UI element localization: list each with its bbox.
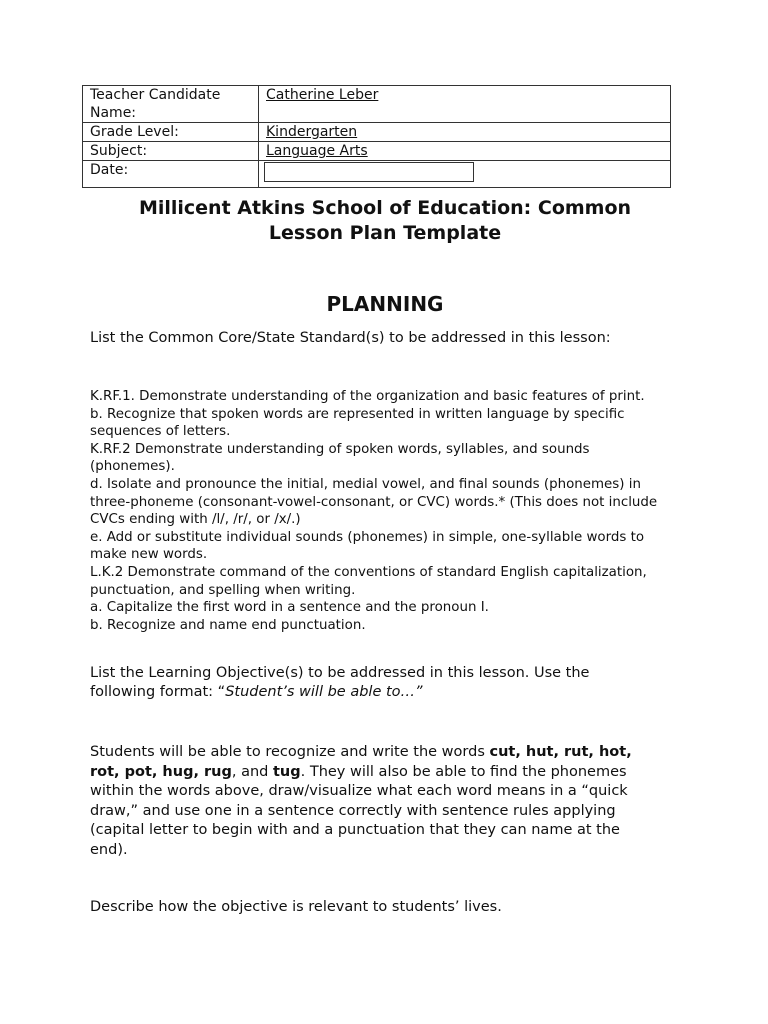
standards-line: make new words. [90,547,208,563]
teacher-candidate-value: Catherine Leber [259,86,671,123]
standards-line: K.RF.1. Demonstrate understanding of the organization and basic features of print. [90,389,645,404]
standards-line: e. Add or substitute individual sounds (phonemes) in simple, one-syllable words to [90,529,645,545]
table-row [83,161,671,188]
relevance-prompt: Describe how the objective is relevant to students’ lives. [90,899,502,915]
standards-line: b. Recognize and name end punctuation. [90,617,366,633]
date-value [259,161,671,188]
grade-level-label: Grade Level: [83,123,259,142]
standards-list [90,388,690,634]
teacher-candidate-label: Teacher Candidate Name: [83,86,259,123]
standards-line: d. Isolate and pronounce the initial, medial vowel, and final sounds (phonemes) in [90,476,641,492]
standards-line: (phonemes). [90,459,175,475]
standards-prompt: List the Common Core/State Standard(s) to be addressed in this lesson: [90,330,611,346]
section-heading-planning: PLANNING [326,292,444,316]
lesson-info-table [82,85,671,188]
table-row [83,123,671,142]
subject-label: Subject: [83,142,259,161]
date-label: Date: [83,161,259,188]
standards-line: CVCs ending with /l/, /r/, or /x/.) [90,512,301,528]
standards-line: punctuation, and spelling when writing. [90,582,356,598]
standards-line: L.K.2 Demonstrate command of the conventions of standard English capitalization, [90,564,647,580]
grade-level-value: Kindergarten [259,123,671,142]
table-row [83,86,671,123]
date-field[interactable] [264,162,474,182]
objective-prompt: List the Learning Objective(s) to be addressed in this lesson. Use the following format: “Student’s will be able to…” [90,665,590,700]
subject-value: Language Arts [259,142,671,161]
document-title: Millicent Atkins School of Education: Common Lesson Plan Template [138,197,632,244]
standards-line: three-phoneme (consonant-vowel-consonant, or CVC) words.* (This does not include [90,494,658,510]
standards-line: sequences of letters. [90,424,231,440]
standards-line: K.RF.2 Demonstrate understanding of spoken words, syllables, and sounds [90,441,590,457]
table-row [83,142,671,161]
learning-objective: Students will be able to recognize and write the words cut, hut, rut, hot, rot, pot, hug, rug, and tug. They will also be able to find the phonemes within the words above, draw/visualize what each word means in a “quick draw,” and use one in a sentence correctly with sentence rules applying (capital letter to begin with and a punctuation that they can name at the end). [90,744,632,858]
standards-line: a. Capitalize the first word in a sentence and the pronoun I. [90,600,489,616]
standards-line: b. Recognize that spoken words are represented in written language by specific [90,406,625,422]
